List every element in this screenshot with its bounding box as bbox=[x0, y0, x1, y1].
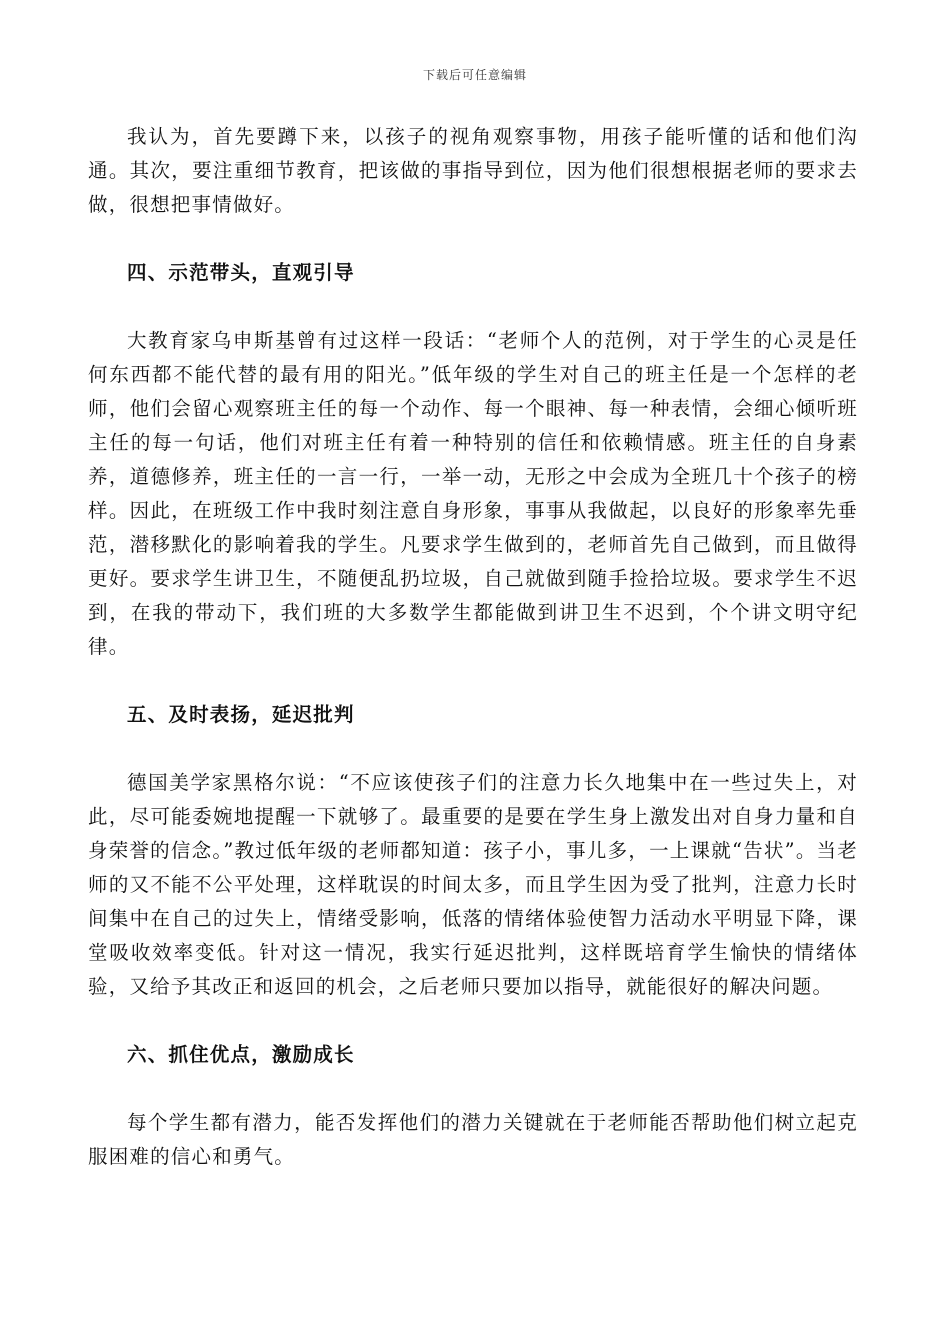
spacer bbox=[88, 290, 858, 324]
section-heading-6: 六、抓住优点，激励成长 bbox=[127, 1043, 355, 1066]
section-heading-4: 四、示范带头，直观引导 bbox=[127, 261, 355, 284]
section-heading-5: 五、及时表扬，延迟批判 bbox=[127, 703, 355, 726]
spacer bbox=[88, 1004, 858, 1038]
document-body bbox=[88, 120, 858, 1174]
spacer bbox=[88, 1072, 858, 1106]
page-header: 下载后可任意编辑 bbox=[422, 68, 527, 82]
spacer bbox=[88, 664, 858, 698]
spacer bbox=[88, 222, 858, 256]
paragraph-communication: 我认为，首先要蹲下来，以孩子的视角观察事物，用孩子能听懂的话和他们沟通。其次，要注重细节教育，把该做的事指导到位，因为他们很想根据老师的要求去做，很想把事情做好。 bbox=[88, 125, 858, 216]
spacer bbox=[88, 732, 858, 766]
paragraph-potential: 每个学生都有潜力，能否发挥他们的潜力关键就在于老师能否帮助他们树立起克服困难的信心和勇气。 bbox=[88, 1111, 858, 1168]
paragraph-role-model: 大教育家乌申斯基曾有过这样一段话：“老师个人的范例，对于学生的心灵是任何东西都不能代替的最有用的阳光。”低年级的学生对自己的班主任是一个怎样的老师，他们会留心观察班主任的每一个动作、每一个眼神、每一种表情，会细心倾听班主任的每一句话，他们对班主任有着一种特别的信任和依赖情感。班主任的自身素养，道德修养，班主任的一言一行，一举一动，无形之中会成为全班几十个孩子的榜样。因此，在班级工作中我时刻注意自身形象，事事从我做起，以良好的形象率先垂范，潜移默化的影响着我的学生。凡要求学生做到的，老师首先自己做到，而且做得更好。要求学生讲卫生，不随便乱扔垃圾，自己就做到随手捡拾垃圾。要求学生不迟到，在我的带动下，我们班的大多数学生都能做到讲卫生不迟到，个个讲文明守纪律。 bbox=[88, 329, 858, 658]
paragraph-delayed-criticism: 德国美学家黑格尔说：“不应该使孩子们的注意力长久地集中在一些过失上，对此，尽可能委婉地提醒一下就够了。最重要的是要在学生身上激发出对自身力量和自身荣誉的信念。”教过低年级的老师都知道：孩子小，事儿多，一上课就“告状”。当老师的又不能不公平处理，这样耽误的时间太多，而且学生因为受了批判，注意力长时间集中在自己的过失上，情绪受影响，低落的情绪体验使智力活动水平明显下降，课堂吸收效率变低。针对这一情况，我实行延迟批判，这样既培育学生愉快的情绪体验，又给予其改正和返回的机会，之后老师只要加以指导，就能很好的解决问题。 bbox=[88, 771, 858, 998]
